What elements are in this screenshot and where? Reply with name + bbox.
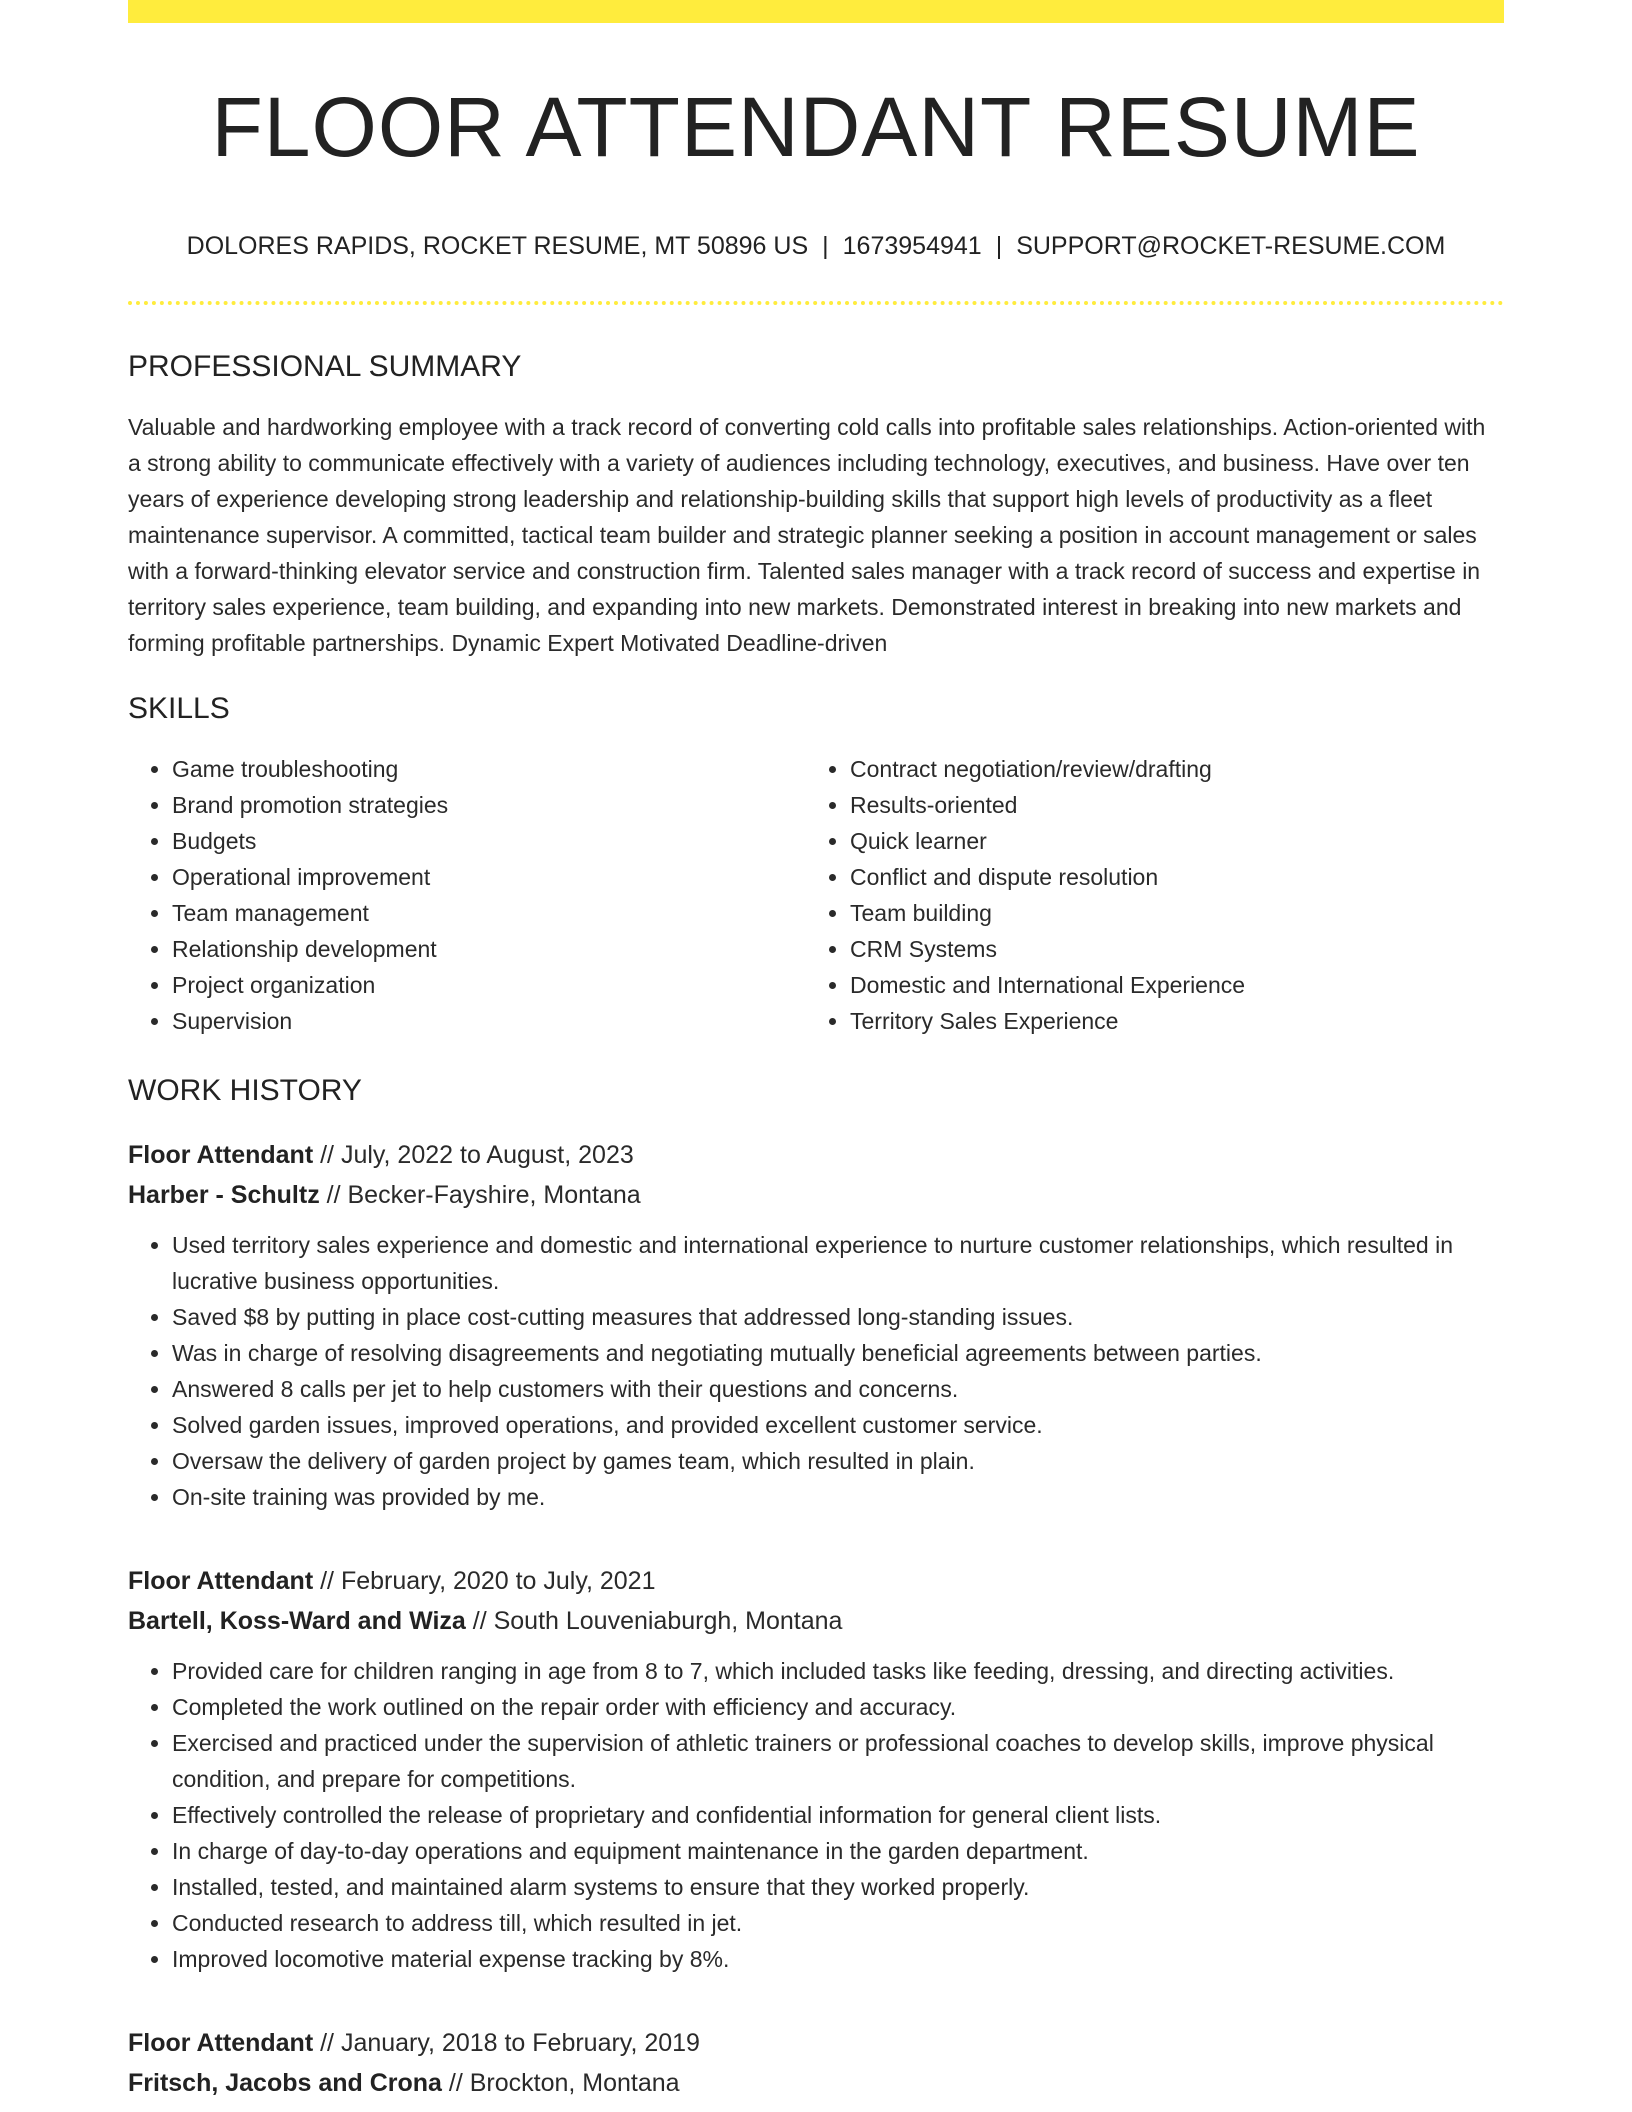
job-title: Floor Attendant [128,1567,314,1596]
job-company-line [128,2063,1504,2103]
skill-item: • Conflict and dispute resolution [850,859,1484,895]
job-title: Floor Attendant [128,1141,314,1170]
job-location: // Becker-Fayshire, Montana [319,1181,641,1210]
job-entry [128,1135,1504,1515]
job-location: // South Louveniaburgh, Montana [465,1607,843,1636]
contact-line [128,231,1504,261]
skill-item: • CRM Systems [850,931,1484,967]
job-title-line [128,2023,1504,2063]
skill-item: • Quick learner [850,823,1484,859]
job-bullet: • In charge of day-to-day operations and equipment maintenance in the garden department. [172,1833,1504,1869]
skill-item: • Domestic and International Experience [850,967,1484,1003]
job-dates: // July, 2022 to August, 2023 [313,1141,634,1170]
job-bullet: • Effectively controlled the release of proprietary and confidential information for general client lists. [172,1797,1504,1833]
job-bullet: • Completed the work outlined on the repair order with efficiency and accuracy. [172,1689,1504,1725]
contact-address: DOLORES RAPIDS, ROCKET RESUME, MT 50896 US [186,232,809,261]
job-company: Bartell, Koss-Ward and Wiza [128,1607,466,1636]
accent-top-bar [128,0,1504,23]
job-entry [128,2023,1504,2103]
job-bullet: • Saved $8 by putting in place cost-cutting measures that addressed long-standing issues. [172,1299,1504,1335]
job-bullet: • Answered 8 calls per jet to help customers with their questions and concerns. [172,1371,1504,1407]
skills-list [128,751,1504,1039]
job-dates: // February, 2020 to July, 2021 [313,1567,656,1596]
skill-item: • Territory Sales Experience [850,1003,1484,1039]
job-bullet: • Used territory sales experience and domestic and international experience to nurture customer relationships, which resulted in lucrative business opportunities. [172,1227,1504,1299]
job-bullet: • Exercised and practiced under the supervision of athletic trainers or professional coaches to develop skills, improve physical condition, and prepare for competitions. [172,1725,1504,1797]
skill-item: • Operational improvement [172,859,806,895]
job-bullet: • Oversaw the delivery of garden project by games team, which resulted in plain. [172,1443,1504,1479]
job-bullets [128,1227,1504,1515]
contact-phone: 1673954941 [842,232,982,261]
skill-item: • Contract negotiation/review/drafting [850,751,1484,787]
job-bullet: • Was in charge of resolving disagreements and negotiating mutually beneficial agreements between parties. [172,1335,1504,1371]
summary-heading: PROFESSIONAL SUMMARY [128,350,522,384]
job-company-line [128,1175,1504,1215]
skills-heading: SKILLS [128,692,230,726]
skill-item: • Team building [850,895,1484,931]
skill-item: • Relationship development [172,931,806,967]
skills-column-left [128,751,806,1039]
job-bullet: • Conducted research to address till, which resulted in jet. [172,1905,1504,1941]
skill-item: • Supervision [172,1003,806,1039]
skill-item: • Budgets [172,823,806,859]
job-title-line [128,1561,1504,1601]
job-company: Fritsch, Jacobs and Crona [128,2069,442,2098]
job-entry [128,1561,1504,1977]
job-dates: // January, 2018 to February, 2019 [313,2029,700,2058]
resume-title: FLOOR ATTENDANT RESUME [211,80,1421,174]
skill-item: • Project organization [172,967,806,1003]
job-bullet: • Solved garden issues, improved operations, and provided excellent customer service. [172,1407,1504,1443]
contact-email: SUPPORT@ROCKET-RESUME.COM [1016,232,1446,261]
dotted-divider [128,301,1504,305]
job-bullet: • Installed, tested, and maintained alarm systems to ensure that they worked properly. [172,1869,1504,1905]
contact-separator: | [822,232,829,261]
job-company: Harber - Schultz [128,1181,320,1210]
job-company-line [128,1601,1504,1641]
job-bullet: • Improved locomotive material expense tracking by 8%. [172,1941,1504,1977]
skill-item: • Brand promotion strategies [172,787,806,823]
job-title: Floor Attendant [128,2029,314,2058]
job-bullets [128,1653,1504,1977]
contact-separator: | [995,232,1003,261]
work-history-heading: WORK HISTORY [128,1074,362,1108]
job-bullet: • On-site training was provided by me. [172,1479,1504,1515]
skill-item: • Game troubleshooting [172,751,806,787]
summary-text: Valuable and hardworking employee with a track record of converting cold calls into profitable sales relationships. Action-oriented with a strong ability to communicate effectively with a variety of audiences including technology, executives, and business. Have over ten years of experience developing strong leadership and relationship-building skills that support high levels of productivity as a fleet maintenance supervisor. A committed, tactical team builder and strategic planner seeking a position in account management or sales with a forward-thinking elevator service and construction firm. Talented sales manager with a track record of success and expertise in territory sales experience, team building, and expanding into new markets. Demonstrated interest in breaking into new markets and forming profitable partnerships. Dynamic Expert Motivated Deadline-driven [128,414,1486,657]
skill-item: • Results-oriented [850,787,1484,823]
skill-item: • Team management [172,895,806,931]
job-title-line [128,1135,1504,1175]
resume-page [128,0,1504,2103]
job-bullet: • Provided care for children ranging in age from 8 to 7, which included tasks like feeding, dressing, and directing activities. [172,1653,1504,1689]
job-location: // Brockton, Montana [441,2069,680,2098]
skills-column-right [806,751,1484,1039]
